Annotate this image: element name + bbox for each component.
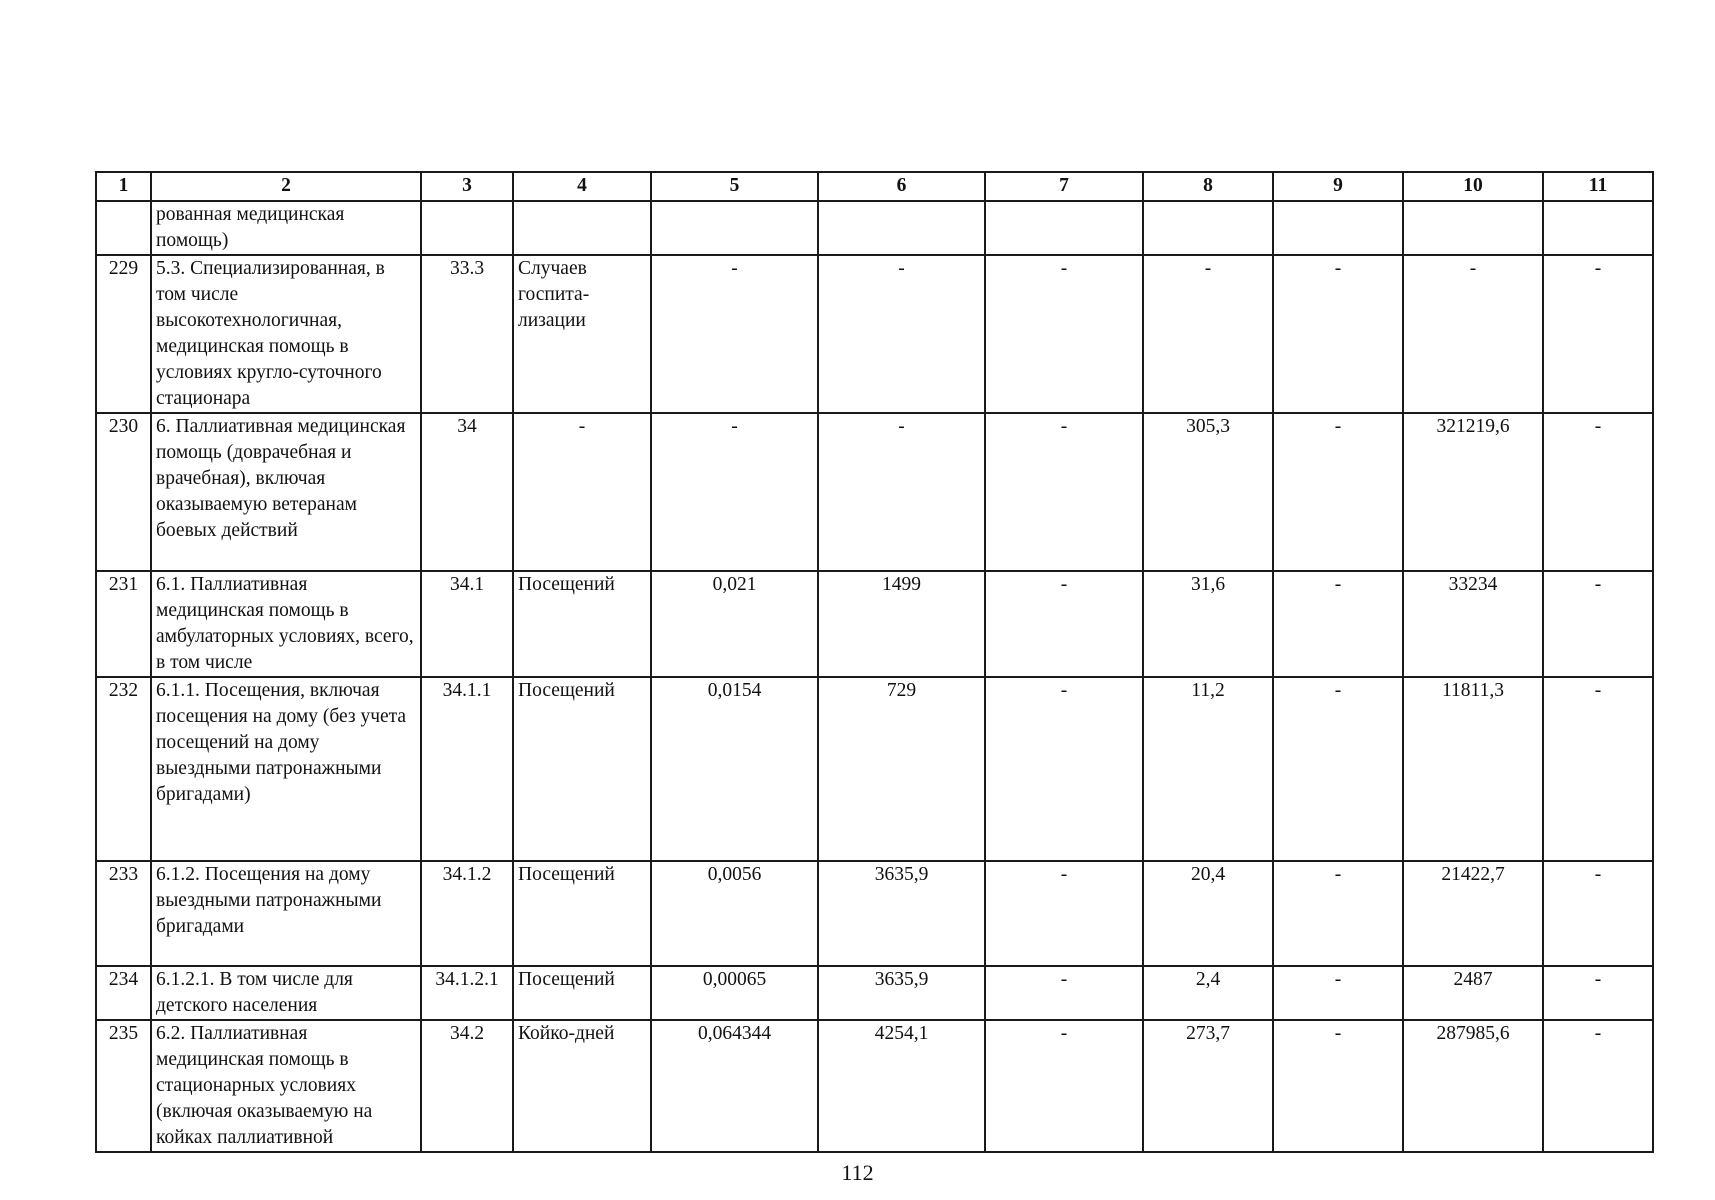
cell-col5: 0,064344 xyxy=(651,1020,818,1152)
row-name: 6.1.2. Посещения на дому выездными патронажными бригадами xyxy=(151,861,421,966)
row-number: 233 xyxy=(96,861,151,966)
cell-col6: 729 xyxy=(818,677,985,861)
table-row xyxy=(96,966,1653,1020)
table-row xyxy=(96,1020,1653,1152)
column-header: 2 xyxy=(151,172,421,201)
row-name: 6.1.2.1. В том числе для детского населения xyxy=(151,966,421,1020)
cell-col8: - xyxy=(1143,255,1273,413)
cell-col7: - xyxy=(985,1020,1143,1152)
row-name: 6.1. Паллиативная медицинская помощь в амбулаторных условиях, всего, в том числе xyxy=(151,571,421,677)
cell-col6: 3635,9 xyxy=(818,861,985,966)
column-header: 4 xyxy=(513,172,651,201)
row-number: 232 xyxy=(96,677,151,861)
row-unit: - xyxy=(513,413,651,571)
table-row xyxy=(96,861,1653,966)
cell-col5: 0,0056 xyxy=(651,861,818,966)
column-header: 10 xyxy=(1403,172,1543,201)
cell-col8: 273,7 xyxy=(1143,1020,1273,1152)
cell-col8 xyxy=(1143,201,1273,255)
table-row xyxy=(96,201,1653,255)
cell-col5: 0,00065 xyxy=(651,966,818,1020)
row-name: 6.1.1. Посещения, включая посещения на дому (без учета посещений на дому выездными патронажными бригадами) xyxy=(151,677,421,861)
table-row xyxy=(96,571,1653,677)
cell-col11: - xyxy=(1543,677,1653,861)
row-unit: Посещений xyxy=(513,571,651,677)
row-name: рованная медицинская помощь) xyxy=(151,201,421,255)
cell-col9: - xyxy=(1273,255,1403,413)
cell-col9 xyxy=(1273,201,1403,255)
cell-col9: - xyxy=(1273,1020,1403,1152)
row-number: 229 xyxy=(96,255,151,413)
cell-col11: - xyxy=(1543,861,1653,966)
cell-col7: - xyxy=(985,255,1143,413)
cell-col7: - xyxy=(985,413,1143,571)
column-header: 9 xyxy=(1273,172,1403,201)
column-header: 6 xyxy=(818,172,985,201)
row-number: 231 xyxy=(96,571,151,677)
cell-col10: 287985,6 xyxy=(1403,1020,1543,1152)
row-number: 230 xyxy=(96,413,151,571)
cell-col11: - xyxy=(1543,1020,1653,1152)
cell-col6: 4254,1 xyxy=(818,1020,985,1152)
cell-col8: 2,4 xyxy=(1143,966,1273,1020)
row-code xyxy=(421,201,513,255)
row-code: 34.1.2 xyxy=(421,861,513,966)
cell-col6: 1499 xyxy=(818,571,985,677)
cell-col11: - xyxy=(1543,966,1653,1020)
cell-col8: 20,4 xyxy=(1143,861,1273,966)
cell-col9: - xyxy=(1273,966,1403,1020)
cell-col6: - xyxy=(818,255,985,413)
cell-col10: 2487 xyxy=(1403,966,1543,1020)
row-unit: Посещений xyxy=(513,966,651,1020)
cell-col10: 33234 xyxy=(1403,571,1543,677)
column-header: 8 xyxy=(1143,172,1273,201)
cell-col5: 0,0154 xyxy=(651,677,818,861)
cell-col8: 305,3 xyxy=(1143,413,1273,571)
cell-col5: - xyxy=(651,255,818,413)
column-header: 7 xyxy=(985,172,1143,201)
cell-col9: - xyxy=(1273,413,1403,571)
row-number xyxy=(96,201,151,255)
cell-col8: 31,6 xyxy=(1143,571,1273,677)
cell-col10: 11811,3 xyxy=(1403,677,1543,861)
header-row xyxy=(96,172,1653,201)
cell-col6: - xyxy=(818,413,985,571)
row-code: 34.2 xyxy=(421,1020,513,1152)
row-code: 34.1.1 xyxy=(421,677,513,861)
row-unit: Посещений xyxy=(513,861,651,966)
row-unit xyxy=(513,201,651,255)
row-code: 34 xyxy=(421,413,513,571)
row-name: 5.3. Специализированная, в том числе высокотехнологичная, медицинская помощь в условиях кругло-суточного стационара xyxy=(151,255,421,413)
row-name: 6.2. Паллиативная медицинская помощь в стационарных условиях (включая оказываемую на койках паллиативной xyxy=(151,1020,421,1152)
column-header: 11 xyxy=(1543,172,1653,201)
table-row xyxy=(96,255,1653,413)
cell-col5: - xyxy=(651,413,818,571)
cell-col11: - xyxy=(1543,413,1653,571)
cell-col9: - xyxy=(1273,861,1403,966)
table-row xyxy=(96,677,1653,861)
table-row xyxy=(96,413,1653,571)
cell-col7: - xyxy=(985,966,1143,1020)
cell-col7: - xyxy=(985,677,1143,861)
cell-col5 xyxy=(651,201,818,255)
data-table xyxy=(95,171,1654,1153)
cell-col10: - xyxy=(1403,255,1543,413)
cell-col7: - xyxy=(985,861,1143,966)
column-header: 3 xyxy=(421,172,513,201)
row-code: 34.1.2.1 xyxy=(421,966,513,1020)
row-unit: Случаев госпита-лизации xyxy=(513,255,651,413)
row-unit: Посещений xyxy=(513,677,651,861)
cell-col11: - xyxy=(1543,571,1653,677)
column-header: 5 xyxy=(651,172,818,201)
row-code: 34.1 xyxy=(421,571,513,677)
row-number: 234 xyxy=(96,966,151,1020)
page-number: 112 xyxy=(841,1160,874,1185)
row-code: 33.3 xyxy=(421,255,513,413)
cell-col5: 0,021 xyxy=(651,571,818,677)
cell-col11 xyxy=(1543,201,1653,255)
row-unit: Койко-дней xyxy=(513,1020,651,1152)
row-number: 235 xyxy=(96,1020,151,1152)
row-name: 6. Паллиативная медицинская помощь (доврачебная и врачебная), включая оказываемую ветеранам боевых действий xyxy=(151,413,421,571)
cell-col7 xyxy=(985,201,1143,255)
cell-col10: 321219,6 xyxy=(1403,413,1543,571)
column-header: 1 xyxy=(96,172,151,201)
cell-col6 xyxy=(818,201,985,255)
cell-col8: 11,2 xyxy=(1143,677,1273,861)
cell-col10: 21422,7 xyxy=(1403,861,1543,966)
cell-col10 xyxy=(1403,201,1543,255)
cell-col9: - xyxy=(1273,677,1403,861)
cell-col9: - xyxy=(1273,571,1403,677)
cell-col7: - xyxy=(985,571,1143,677)
cell-col6: 3635,9 xyxy=(818,966,985,1020)
cell-col11: - xyxy=(1543,255,1653,413)
